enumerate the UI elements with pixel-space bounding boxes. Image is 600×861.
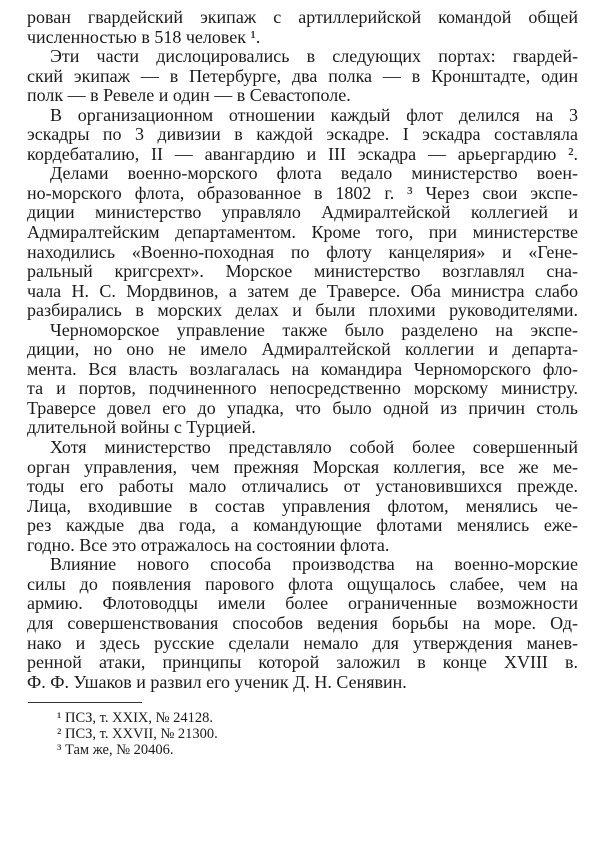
text-line: численностью в 518 человек ¹. <box>27 26 261 47</box>
footnote-divider <box>28 702 142 703</box>
text-line: ренной атаки, принципы которой заложил в конце XVIII в. <box>27 652 578 673</box>
paragraph <box>27 555 578 692</box>
text-line: силы до появления парового флота ощущалось слабее, чем на <box>27 573 578 594</box>
paragraph <box>27 438 578 555</box>
text-line: Делами военно-морского флота ведало министерство воен- <box>50 163 578 184</box>
paragraph <box>27 164 578 320</box>
text-line: армию. Флотоводцы имели более ограниченные возможности <box>27 593 578 614</box>
text-line: но-морского флота, образованное в 1802 г. ³ Через свои экспе- <box>27 182 578 203</box>
text-line: находились «Военно-походная по флоту канцелярия» и «Гене- <box>27 241 578 262</box>
text-line: орган управления, чем прежняя Морская коллегия, все же ме- <box>27 456 578 477</box>
paragraph <box>27 321 578 438</box>
text-line: Траверсе довел его до упадка, что было одной из причин столь <box>27 397 578 418</box>
text-line: В организационном отношении каждый флот делился на 3 <box>50 104 578 125</box>
text-line: Эти части дислоцировались в следующих портах: гвардей- <box>50 46 578 67</box>
text-line: Черноморское управление также было разделено на экспе- <box>50 319 578 340</box>
text-line: нако и здесь русские сделали немало для утверждения манев- <box>27 632 578 653</box>
text-line: диции министерство управляло Адмиралтейской коллегией и <box>27 202 578 223</box>
text-line: полк — в Ревеле и один — в Севастополе. <box>27 85 351 106</box>
footnote-1: ¹ ПСЗ, т. XXIX, № 24128. <box>57 710 213 726</box>
text-line: кордебаталию, II — авангардию и III эскадра — арьергардию ². <box>27 143 578 164</box>
text-line: ский экипаж — в Петербурге, два полка — в Кронштадте, один <box>27 65 578 86</box>
paragraph <box>27 47 578 106</box>
text-line: Лица, входившие в состав управления флотом, менялись че- <box>27 495 578 516</box>
text-line: рез каждые два года, а командующие флотами менялись еже- <box>27 515 578 536</box>
text-line: рован гвардейский экипаж с артиллерийской командой общей <box>27 7 578 27</box>
text-line: тоды его работы мало отличались от установившихся прежде. <box>27 476 578 497</box>
text-line: годно. Все это отражалось на состоянии флота. <box>27 534 390 555</box>
paragraph <box>27 106 578 165</box>
text-line: для совершенствования способов ведения борьбы на море. Од- <box>27 612 578 633</box>
text-line: разбирались в морских делах и были плохими руководителями. <box>27 300 578 321</box>
text-line: та и портов, подчиненного непосредственно морскому министру. <box>27 378 578 399</box>
text-line: длительной войны с Турцией. <box>27 417 256 438</box>
body-text <box>27 8 578 692</box>
text-line: чала Н. С. Мордвинов, а затем де Траверсе. Оба министра слабо <box>27 280 578 301</box>
text-line: эскадры по 3 дивизии в каждой эскадре. I эскадра составляла <box>27 124 578 145</box>
text-line: Адмиралтейским департаментом. Кроме того, при министерстве <box>27 222 578 243</box>
text-line: мента. Вся власть возлагалась на командира Черноморского фло- <box>27 358 578 379</box>
text-line: ральный кригсрехт». Морское министерство возглавлял сна- <box>27 261 578 282</box>
footnotes <box>57 710 218 759</box>
text-line: диции, но оно не имело Адмиралтейской коллегии и департа- <box>27 339 578 360</box>
footnote-2: ² ПСЗ, т. XXVII, № 21300. <box>57 726 218 743</box>
footnote-3: ³ Там же, № 20406. <box>57 742 174 759</box>
text-line: Хотя министерство представляло собой более совершенный <box>50 437 578 458</box>
paragraph <box>27 8 578 47</box>
text-line: Ф. Ф. Ушаков и развил его ученик Д. Н. Сенявин. <box>27 671 407 692</box>
text-line: Влияние нового способа производства на военно-морские <box>50 554 578 575</box>
